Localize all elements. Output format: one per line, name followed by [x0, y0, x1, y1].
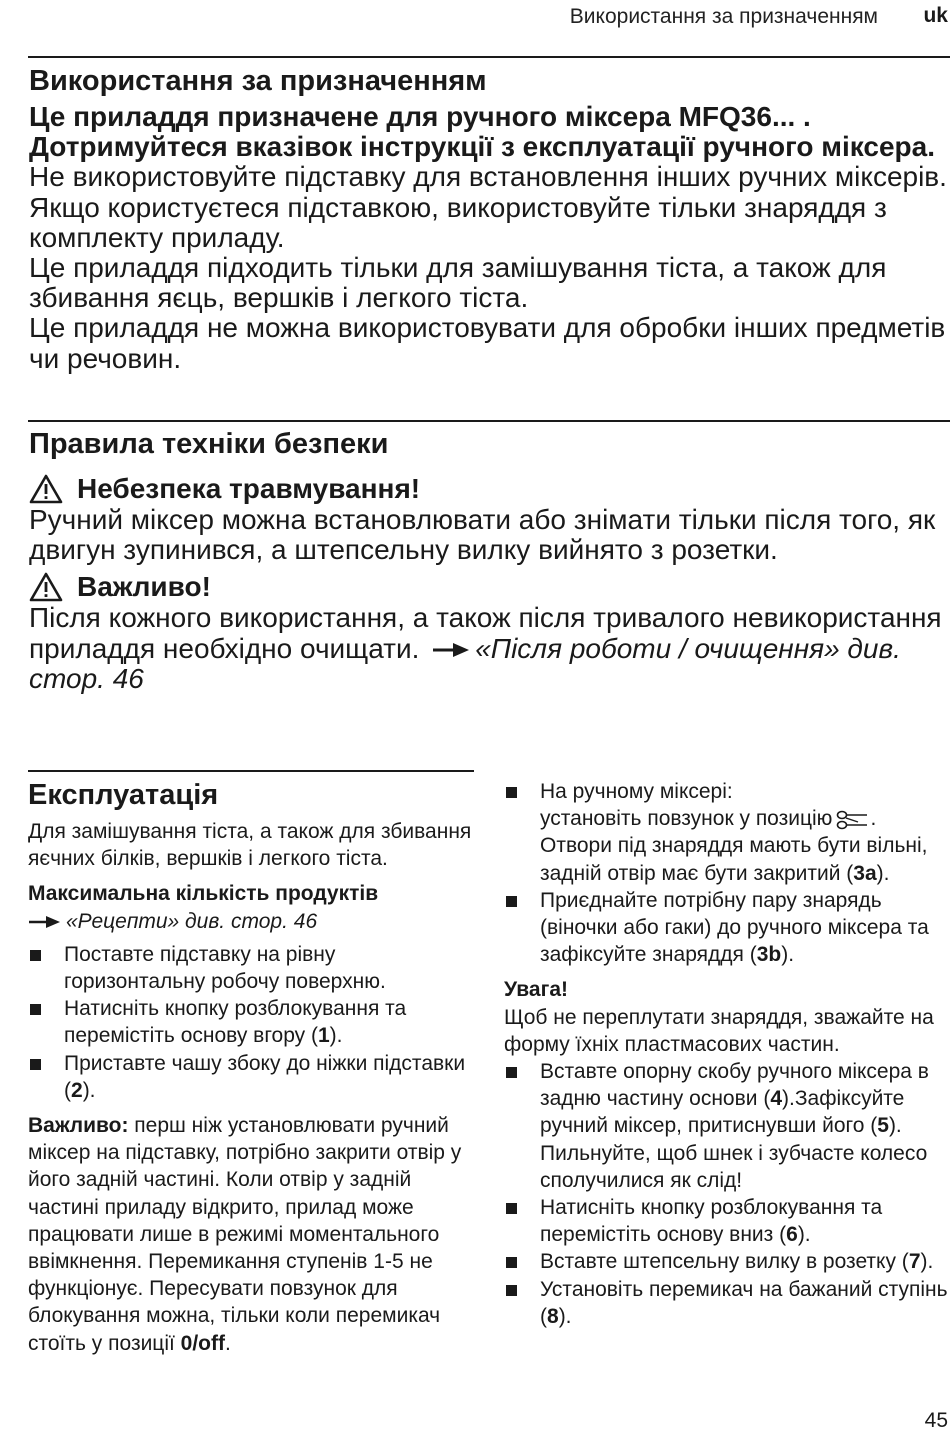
- list-item: [28, 1050, 474, 1104]
- bullet-square: [506, 1067, 517, 1078]
- intended-use-section: [29, 64, 950, 374]
- list-item: [504, 887, 950, 969]
- operation-divider: [28, 770, 474, 772]
- operation-intro: Для замішування тіста, а також для збивання яєчних білків, вершків і легкого тіста.: [28, 820, 472, 871]
- operation-title: Експлуатація: [28, 779, 219, 811]
- important-label: Важливо:: [28, 1114, 129, 1138]
- operation-left-column: [28, 778, 474, 1357]
- important-note: Важливо: перш ніж установлювати ручний міксер на підставку, потрібно закрити отвір у його задній частині. Коли отвір у задній частині приладу відкрито, прилад може працювати лише в режимі моментального ввімкнення. Перемикання ступенів 1-5 не функціонує. Пересувати повзунок для блокування можна, тільки коли перемикач стоїть у позиції 0/off.: [28, 1114, 462, 1355]
- cleaning-reference-link[interactable]: «Після роботи / очищення» див. стор. 46: [29, 632, 901, 694]
- header-section-title: Використання за призначенням: [569, 5, 878, 28]
- step-plug-in: Вставте штепсельну вилку в розетку (7).: [540, 1250, 934, 1274]
- header-divider: [28, 56, 950, 58]
- warning-important-body: Після кожного використання, а також після тривалого невикористання приладдя необхідно очищати.: [29, 602, 942, 664]
- warning-injury-title: Небезпека травмування!: [77, 473, 421, 504]
- list-item: [28, 995, 474, 1049]
- off-position-label: 0/off: [180, 1331, 225, 1355]
- header-language: uk: [923, 4, 948, 27]
- caution-label: Увага!: [504, 978, 568, 1002]
- bullet-square: [506, 1257, 517, 1268]
- step-attach-bowl: Приставте чашу збоку до ніжки підставки (2).: [64, 1051, 466, 1102]
- page-number: 45: [924, 1409, 948, 1432]
- max-quantity-reference: [28, 908, 474, 935]
- intended-use-text-1: Не використовуйте підставку для встановлення інших ручних міксерів.: [29, 161, 947, 193]
- warning-injury: [29, 473, 950, 505]
- intended-use-paragraph-4: Це приладдя не можна використовувати для обробки інших предметів чи речовин.: [29, 312, 946, 374]
- intended-use-title: Використання за призначенням: [29, 65, 487, 97]
- bullet-square: [30, 1004, 41, 1015]
- recipes-reference-link[interactable]: «Рецепти» див. стор. 46: [66, 909, 318, 933]
- warning-important-title: Важливо!: [77, 571, 211, 603]
- list-item: [28, 941, 474, 995]
- arrow-right-icon: [431, 640, 471, 660]
- bullet-square: [30, 950, 41, 961]
- intended-use-bold-1: Це приладдя призначене для ручного міксера MFQ36... .: [29, 101, 811, 132]
- page-header: [0, 0, 950, 34]
- list-item: [504, 1248, 950, 1275]
- section-divider: [28, 420, 950, 422]
- bullet-square: [506, 1285, 517, 1296]
- warning-injury-text: Ручний міксер можна встановлювати або знімати тільки після того, як двигун зупинився, а штепсельну вилку вийнято з розетки.: [29, 504, 936, 566]
- intended-use-paragraph-1: [29, 102, 950, 193]
- whisk-position-icon: [836, 809, 870, 831]
- arrow-right-icon: [28, 914, 62, 930]
- warning-triangle-icon: [29, 474, 63, 504]
- bullet-square: [506, 896, 517, 907]
- warning-important: [29, 571, 950, 603]
- step-set-speed: Установіть перемикач на бажаний ступінь (8).: [540, 1277, 948, 1328]
- bullet-square: [30, 1059, 41, 1070]
- list-item: [504, 1058, 950, 1194]
- caution-text: Щоб не переплутати знаряддя, зважайте на форму їхніх пластмасових частин.: [504, 1005, 934, 1056]
- bullet-square: [506, 787, 517, 798]
- max-quantity-title: Максимальна кількість продуктів: [28, 882, 379, 906]
- warning-important-text: [29, 603, 950, 694]
- step-insert-mixer: Вставте опорну скобу ручного міксера в задню частину основи (4).Зафіксуйте ручний міксер, притиснувши його (5). Пильнуйте, щоб шнек і зубчасте колесо сполучилися як слід!: [540, 1060, 929, 1192]
- bullet-square: [506, 1203, 517, 1214]
- list-item: [504, 1276, 950, 1330]
- step-move-base-down: Натисніть кнопку розблокування та перемістіть основу вниз (6).: [540, 1196, 883, 1247]
- intended-use-paragraph-3: Це приладдя підходить тільки для замішування тіста, а також для збивання яєць, вершків і легкого тіста.: [29, 252, 887, 314]
- safety-title: Правила техніки безпеки: [29, 428, 389, 460]
- list-item: [504, 1194, 950, 1248]
- operation-right-column: [504, 778, 950, 1330]
- safety-section: [29, 427, 950, 694]
- step-move-base-up: Натисніть кнопку розблокування та перемістіть основу вгору (1).: [64, 997, 407, 1048]
- step-set-slider: На ручному міксері: установіть повзунок у позицію . Отвори під знаряддя мають бути вільні, задній отвір має бути закритий (3a).: [540, 780, 928, 885]
- intended-use-bold-2: Дотримуйтеся вказівок інструкції з експлуатації ручного міксера.: [29, 131, 935, 163]
- intended-use-paragraph-2: Якщо користуєтеся підставкою, використовуйте тільки знаряддя з комплекту приладу.: [29, 191, 887, 253]
- step-attach-tools: Приєднайте потрібну пару знарядь (віночки або гаки) до ручного міксера та зафіксуйте знаряддя (3b).: [540, 888, 929, 967]
- warning-triangle-icon: [29, 572, 63, 602]
- step-place-stand: Поставте підставку на рівну горизонтальну робочу поверхню.: [64, 942, 386, 994]
- list-item: [504, 778, 950, 887]
